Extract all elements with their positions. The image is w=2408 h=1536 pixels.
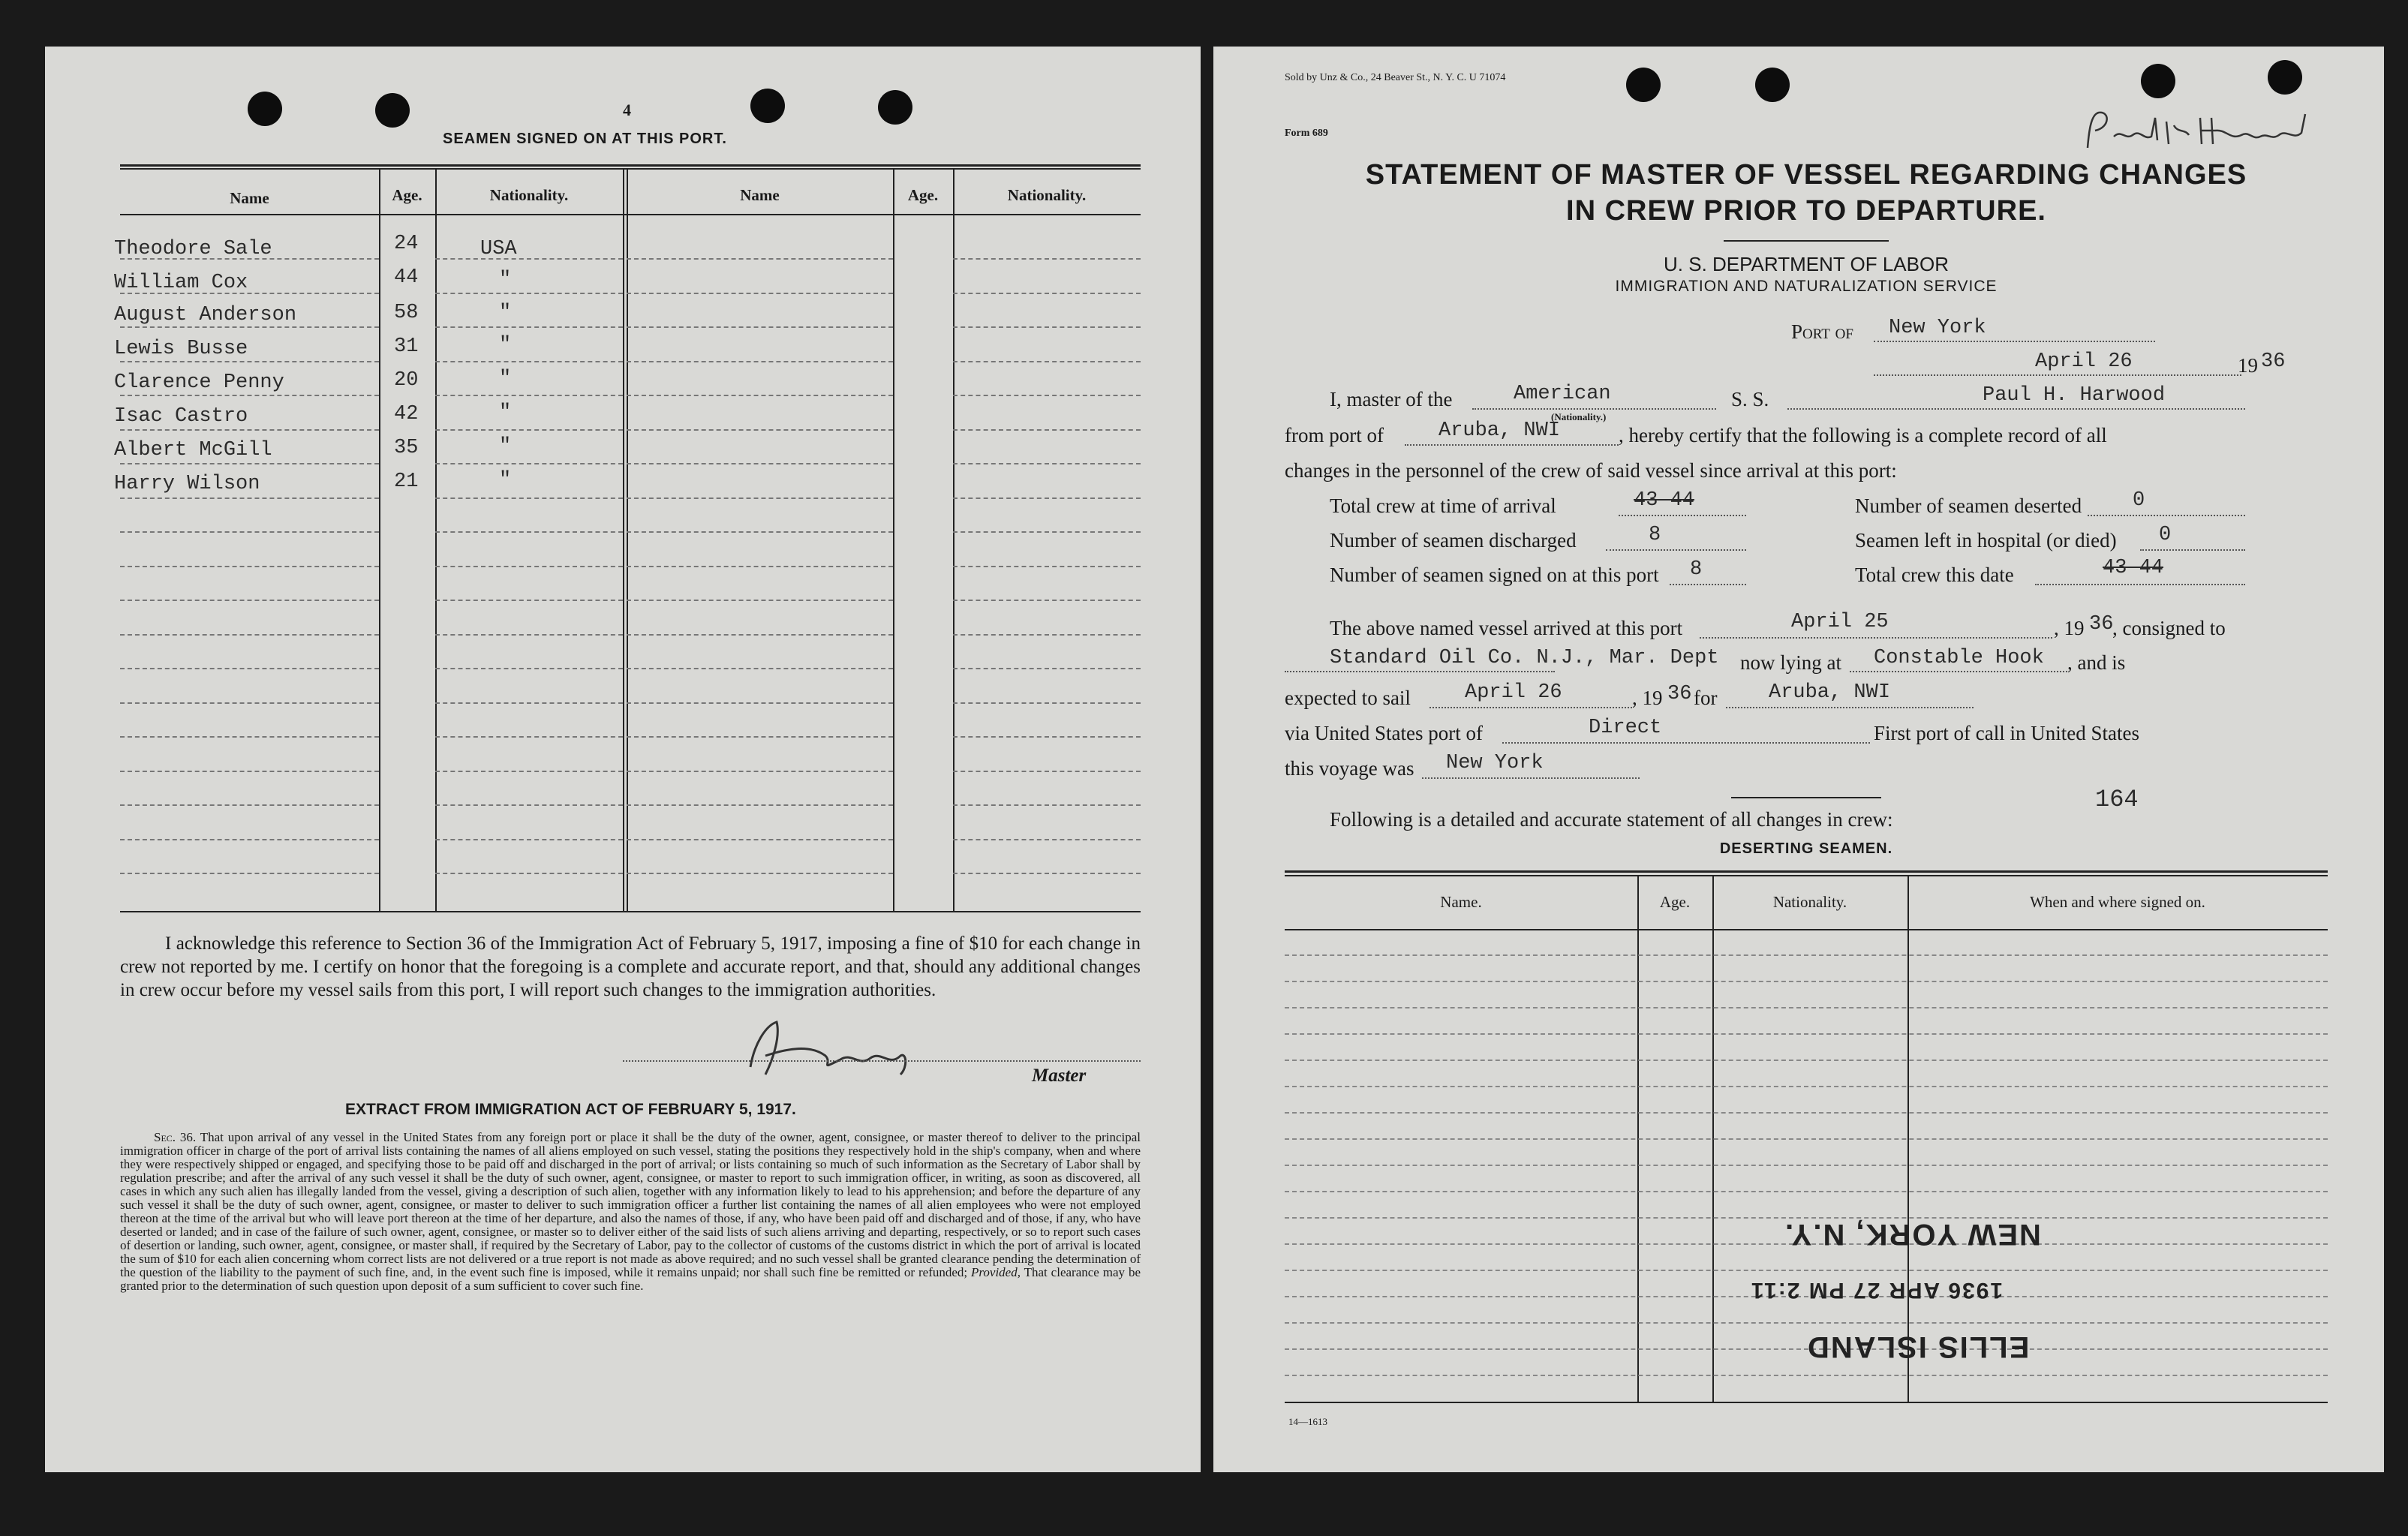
consignee-value: Standard Oil Co. N.J., Mar. Dept bbox=[1330, 647, 1719, 669]
port-value: New York bbox=[1889, 317, 1986, 339]
seaman-age: 31 bbox=[394, 335, 419, 358]
ruled-line bbox=[953, 395, 1141, 396]
ruled-line bbox=[627, 361, 893, 362]
punch-hole bbox=[878, 90, 912, 125]
ruled-line bbox=[627, 600, 893, 601]
extract-body bbox=[120, 1131, 1141, 1293]
seaman-name: Lewis Busse bbox=[114, 338, 248, 360]
ruled-line bbox=[120, 804, 379, 806]
ruled-line bbox=[953, 361, 1141, 362]
via-value: Direct bbox=[1589, 717, 1662, 739]
seaman-age: 20 bbox=[394, 369, 419, 392]
deserting-table-top bbox=[1285, 870, 2328, 873]
ruled-line bbox=[953, 702, 1141, 704]
ruled-line bbox=[953, 429, 1141, 431]
col-header-name: Name bbox=[230, 189, 269, 207]
seaman-age: 21 bbox=[394, 470, 419, 493]
ruled-line bbox=[435, 326, 623, 328]
table-bottom-rule bbox=[120, 911, 1141, 912]
ruled-line bbox=[627, 566, 893, 567]
ruled-line bbox=[627, 258, 893, 260]
arrived-year-prefix: , 19 bbox=[2054, 617, 2085, 639]
total-crew-date-value: 43 44 bbox=[2103, 557, 2164, 579]
des-col-signed-on: When and where signed on. bbox=[2030, 893, 2205, 911]
ruled-line bbox=[953, 497, 1141, 499]
ruled-line bbox=[435, 873, 623, 874]
seaman-age: 24 bbox=[394, 233, 419, 255]
ruled-line bbox=[953, 771, 1141, 772]
ruled-line bbox=[627, 873, 893, 874]
col-header-nationality: Nationality. bbox=[489, 186, 569, 204]
port-label: Port of bbox=[1791, 320, 1853, 343]
seaman-name: Clarence Penny bbox=[114, 371, 284, 394]
printer-line: Sold by Unz & Co., 24 Beaver St., N. Y. C. U 71074 bbox=[1285, 72, 1506, 83]
ruled-line bbox=[435, 634, 623, 636]
ruled-line bbox=[120, 771, 379, 772]
ruled-line bbox=[1285, 1007, 2328, 1008]
master-of-label: I, master of the bbox=[1330, 388, 1453, 410]
ruled-line bbox=[1285, 1165, 2328, 1166]
ruled-line bbox=[120, 395, 379, 396]
nationality-caption: (Nationality.) bbox=[1551, 411, 1607, 422]
seaman-name: Albert McGill bbox=[114, 439, 272, 461]
now-lying-label: now lying at bbox=[1740, 651, 1841, 674]
total-crew-arrival-label: Total crew at time of arrival bbox=[1330, 494, 1556, 517]
extract-provided: Provided, bbox=[971, 1265, 1021, 1279]
seaman-nationality: " bbox=[499, 269, 512, 291]
punch-hole bbox=[750, 89, 785, 123]
voyage-label: this voyage was bbox=[1285, 757, 1414, 780]
right-page bbox=[1213, 47, 2384, 1472]
ruled-line bbox=[1285, 981, 2328, 982]
seaman-age: 44 bbox=[394, 266, 419, 289]
des-col-nationality: Nationality. bbox=[1772, 893, 1847, 911]
ruled-line bbox=[120, 361, 379, 362]
ruled-line bbox=[627, 463, 893, 464]
ruled-line bbox=[627, 702, 893, 704]
from-port-value: Aruba, NWI bbox=[1438, 419, 1561, 442]
arrived-value: April 25 bbox=[1791, 611, 1889, 633]
punch-hole bbox=[2141, 64, 2175, 98]
expected-label: expected to sail bbox=[1285, 687, 1411, 709]
ruled-line bbox=[120, 600, 379, 601]
master-signature-line bbox=[623, 1060, 1141, 1062]
seaman-nationality: " bbox=[499, 401, 512, 424]
seaman-age: 35 bbox=[394, 437, 419, 459]
seaman-name: William Cox bbox=[114, 272, 248, 294]
ruled-line bbox=[435, 702, 623, 704]
seaman-nationality: " bbox=[499, 368, 512, 390]
date-value: April 26 bbox=[2035, 350, 2133, 373]
ruled-line bbox=[435, 804, 623, 806]
ruled-line bbox=[120, 839, 379, 840]
ruled-line bbox=[953, 804, 1141, 806]
consigned-label: , consigned to bbox=[2112, 617, 2226, 639]
extract-tail: That clearance may be granted prior to the determination of such question upon deposit of a sum sufficient to cover such fine. bbox=[120, 1265, 1141, 1293]
ruled-line bbox=[953, 839, 1141, 840]
ruled-line bbox=[627, 804, 893, 806]
deserted-label: Number of seamen deserted bbox=[1855, 494, 2082, 517]
deserting-table-bottom bbox=[1285, 1402, 2328, 1403]
certify-text: , hereby certify that the following is a complete record of all bbox=[1619, 424, 2107, 446]
ruled-line bbox=[1285, 1033, 2328, 1035]
ruled-line bbox=[435, 395, 623, 396]
sail-year-value: 36 bbox=[1667, 683, 1692, 705]
ruled-line bbox=[953, 463, 1141, 464]
extract-section-label: Sec. 36. bbox=[154, 1130, 197, 1144]
ruled-line bbox=[120, 702, 379, 704]
deserting-title: DESERTING SEAMEN. bbox=[1719, 840, 1893, 857]
ruled-line bbox=[120, 668, 379, 669]
ruled-line bbox=[953, 634, 1141, 636]
table-header-rule bbox=[120, 214, 1141, 215]
master-signature bbox=[720, 1014, 923, 1086]
ruled-line bbox=[435, 600, 623, 601]
col-header-nationality-2: Nationality. bbox=[1007, 186, 1087, 204]
ruled-line bbox=[1285, 1270, 2328, 1271]
for-label: for bbox=[1694, 687, 1718, 709]
ruled-line bbox=[627, 634, 893, 636]
ruled-line bbox=[1285, 1322, 2328, 1324]
ruled-line bbox=[1285, 1060, 2328, 1061]
punch-hole bbox=[2268, 60, 2302, 95]
ruled-line bbox=[627, 326, 893, 328]
ruled-line bbox=[435, 531, 623, 533]
nationality-value: American bbox=[1514, 383, 1611, 405]
seaman-nationality: " bbox=[499, 302, 512, 324]
seaman-nationality: " bbox=[499, 469, 512, 491]
from-port-label: from port of bbox=[1285, 424, 1384, 446]
for-value: Aruba, NWI bbox=[1769, 681, 1891, 704]
ruled-line bbox=[953, 668, 1141, 669]
extract-title: EXTRACT FROM IMMIGRATION ACT OF FEBRUARY 5, 1917. bbox=[345, 1101, 796, 1118]
form-title-line1: STATEMENT OF MASTER OF VESSEL REGARDING CHANGES bbox=[1365, 159, 2247, 191]
signed-on-value: 8 bbox=[1690, 558, 1703, 581]
col-header-age-2: Age. bbox=[907, 186, 939, 204]
des-col-age: Age. bbox=[1659, 893, 1691, 911]
ruled-line bbox=[1285, 1112, 2328, 1114]
form-title-line2: IN CREW PRIOR TO DEPARTURE. bbox=[1566, 195, 2046, 227]
ruled-line bbox=[1285, 1375, 2328, 1376]
punch-hole bbox=[1755, 68, 1790, 102]
signature-top bbox=[2080, 107, 2320, 159]
ruled-line bbox=[627, 771, 893, 772]
ruled-line bbox=[435, 429, 623, 431]
ruled-line bbox=[435, 668, 623, 669]
ruled-line bbox=[1285, 1086, 2328, 1087]
via-label: via United States port of bbox=[1285, 722, 1483, 744]
acknowledgement-text: I acknowledge this reference to Section 36 of the Immigration Act of February 5, 1917, imposing a fine of $10 for each change in crew not reported by me. I certify on honor that the foregoing is a complete and accurate report, and that, should any additional changes in crew occur before my vessel sails from this port, I will report such changes to the immigration authorities. bbox=[120, 933, 1141, 1000]
ruled-line bbox=[627, 839, 893, 840]
master-label: Master bbox=[1032, 1066, 1087, 1086]
deserted-value: 0 bbox=[2133, 489, 2145, 512]
seaman-name: August Anderson bbox=[114, 304, 297, 326]
seaman-age: 58 bbox=[394, 302, 419, 324]
ruled-line bbox=[120, 736, 379, 738]
ruled-line bbox=[435, 258, 623, 260]
ruled-line bbox=[953, 600, 1141, 601]
section-title: SEAMEN SIGNED ON AT THIS PORT. bbox=[443, 131, 727, 147]
total-crew-arrival-value: 43 44 bbox=[1634, 489, 1695, 512]
stamp-ellis-island: ELLIS ISLAND bbox=[1806, 1330, 2030, 1363]
hospital-label: Seamen left in hospital (or died) bbox=[1855, 529, 2117, 552]
service: IMMIGRATION AND NATURALIZATION SERVICE bbox=[1615, 278, 1998, 295]
ruled-line bbox=[435, 736, 623, 738]
voyage-value: New York bbox=[1446, 752, 1544, 774]
footer-code: 14—1613 bbox=[1288, 1416, 1327, 1427]
ruled-line bbox=[953, 566, 1141, 567]
hospital-value: 0 bbox=[2159, 524, 2172, 546]
stamp-city: NEW YORK, N.Y. bbox=[1784, 1218, 2041, 1251]
seaman-age: 42 bbox=[394, 403, 419, 425]
ruled-line bbox=[435, 566, 623, 567]
ruled-line bbox=[627, 736, 893, 738]
ruled-line bbox=[1285, 1138, 2328, 1140]
certify-text2: changes in the personnel of the crew of said vessel since arrival at this port: bbox=[1285, 459, 1897, 482]
ruled-line bbox=[435, 839, 623, 840]
punch-hole bbox=[1626, 68, 1661, 102]
first-port-label: First port of call in United States bbox=[1874, 722, 2139, 744]
ruled-line bbox=[120, 531, 379, 533]
ruled-line bbox=[120, 566, 379, 567]
extract-text: That upon arrival of any vessel in the United States from any foreign port or place it shall be the duty of the owner, agent, consignee, or master thereof to deliver to the principal immigration officer in charge of the port of arrival lists containing the names of all aliens employed on such vessel, stating the positions they respectively hold in the ship's company, when and where they were respectively shipped or engaged, and specifying those to be paid off and discharged in the port of arrival; or lists containing so much of such information as the Secretary of Labor shall by regulation prescribe; and after the arrival of any such vessel it shall be the duty of such owner, agent, consignee, or master to report to such immigration officer, in writing, as soon as discovered, all cases in which any such alien has illegally landed from the vessel, giving a description of such alien, together with any information likely to lead to his apprehension; and before the departure of any such vessel it shall be the duty of such owner, agent, consignee, or master to deliver to such immigration officer a further list containing the names of all alien employees who were not employed thereon at the time of the arrival but who will leave port thereon at the time of her departure, and also the names of those, if any, who have been paid off and discharged and of those, if any, who have deserted or landed; and in case of the failure of such owner, agent, consignee, or master so to deliver either of the said lists of such aliens arriving and departing, respectively, or so to report such cases of desertion or landing, such owner, agent, consignee, or master shall, if required by the Secretary of Labor, pay to the collector of customs of the customs district in which the port of arrival is located the sum of $10 for each alien concerning whom correct lists are not delivered or a true report is not made as above required; and no such vessel shall be granted clearance pending the determination of the question of the liability to the payment of such fine, and, in the event such fine is imposed, while it remains unpaid; nor shall such fine be remitted or refunded; bbox=[120, 1130, 1141, 1279]
seaman-nationality: " bbox=[499, 435, 512, 458]
seaman-name: Isac Castro bbox=[114, 405, 248, 428]
punch-hole bbox=[248, 92, 282, 126]
ruled-line bbox=[435, 293, 623, 294]
discharged-value: 8 bbox=[1649, 524, 1661, 546]
ruled-line bbox=[120, 326, 379, 328]
ruled-line bbox=[953, 873, 1141, 874]
ruled-line bbox=[1285, 1191, 2328, 1192]
ruled-line bbox=[953, 326, 1141, 328]
seaman-nationality: " bbox=[499, 334, 512, 356]
ruled-line bbox=[953, 736, 1141, 738]
ruled-line bbox=[435, 463, 623, 464]
col-header-name-2: Name bbox=[740, 186, 780, 204]
table-top-rule bbox=[120, 164, 1141, 167]
signed-on-label: Number of seamen signed on at this port bbox=[1330, 564, 1659, 586]
discharged-label: Number of seamen discharged bbox=[1330, 529, 1577, 552]
ruled-line bbox=[435, 771, 623, 772]
arrived-label: The above named vessel arrived at this port bbox=[1330, 617, 1683, 639]
ruled-line bbox=[120, 463, 379, 464]
seaman-name: Theodore Sale bbox=[114, 238, 272, 260]
ship-name: Paul H. Harwood bbox=[1983, 384, 2166, 407]
margin-note: 164 bbox=[2095, 786, 2139, 813]
ruled-line bbox=[627, 395, 893, 396]
year-value: 36 bbox=[2261, 350, 2286, 373]
ruled-line bbox=[120, 429, 379, 431]
ruled-line bbox=[120, 873, 379, 874]
ruled-line bbox=[953, 258, 1141, 260]
year-prefix: 19 bbox=[2238, 354, 2258, 377]
ss-label: S. S. bbox=[1731, 388, 1769, 410]
ruled-line bbox=[435, 361, 623, 362]
ruled-line bbox=[953, 531, 1141, 533]
ruled-line bbox=[120, 497, 379, 499]
punch-hole bbox=[375, 93, 410, 128]
des-col-name: Name. bbox=[1440, 893, 1482, 911]
lying-at-value: Constable Hook bbox=[1874, 647, 2044, 669]
ruled-line bbox=[627, 429, 893, 431]
and-is-label: , and is bbox=[2067, 651, 2126, 674]
seaman-name: Harry Wilson bbox=[114, 473, 260, 495]
form-number: Form 689 bbox=[1285, 128, 1328, 139]
col-header-age: Age. bbox=[392, 186, 422, 204]
arrived-year-value: 36 bbox=[2089, 613, 2114, 636]
ruled-line bbox=[627, 668, 893, 669]
seaman-nationality: USA bbox=[480, 238, 517, 260]
total-crew-date-label: Total crew this date bbox=[1855, 564, 2014, 586]
department: U. S. DEPARTMENT OF LABOR bbox=[1664, 253, 1949, 275]
ruled-line bbox=[627, 531, 893, 533]
page-number: 4 bbox=[623, 101, 631, 119]
ruled-line bbox=[435, 497, 623, 499]
ruled-line bbox=[627, 293, 893, 294]
ruled-line bbox=[627, 497, 893, 499]
ruled-line bbox=[953, 293, 1141, 294]
stamp-date: 1936 APR 27 PM 2:11 bbox=[1750, 1278, 2004, 1303]
sail-year-prefix: , 19 bbox=[1632, 687, 1663, 709]
expected-value: April 26 bbox=[1465, 681, 1562, 704]
ruled-line bbox=[120, 634, 379, 636]
following-label: Following is a detailed and accurate statement of all changes in crew: bbox=[1330, 808, 1893, 831]
ruled-line bbox=[1285, 954, 2328, 956]
left-page bbox=[45, 47, 1201, 1472]
